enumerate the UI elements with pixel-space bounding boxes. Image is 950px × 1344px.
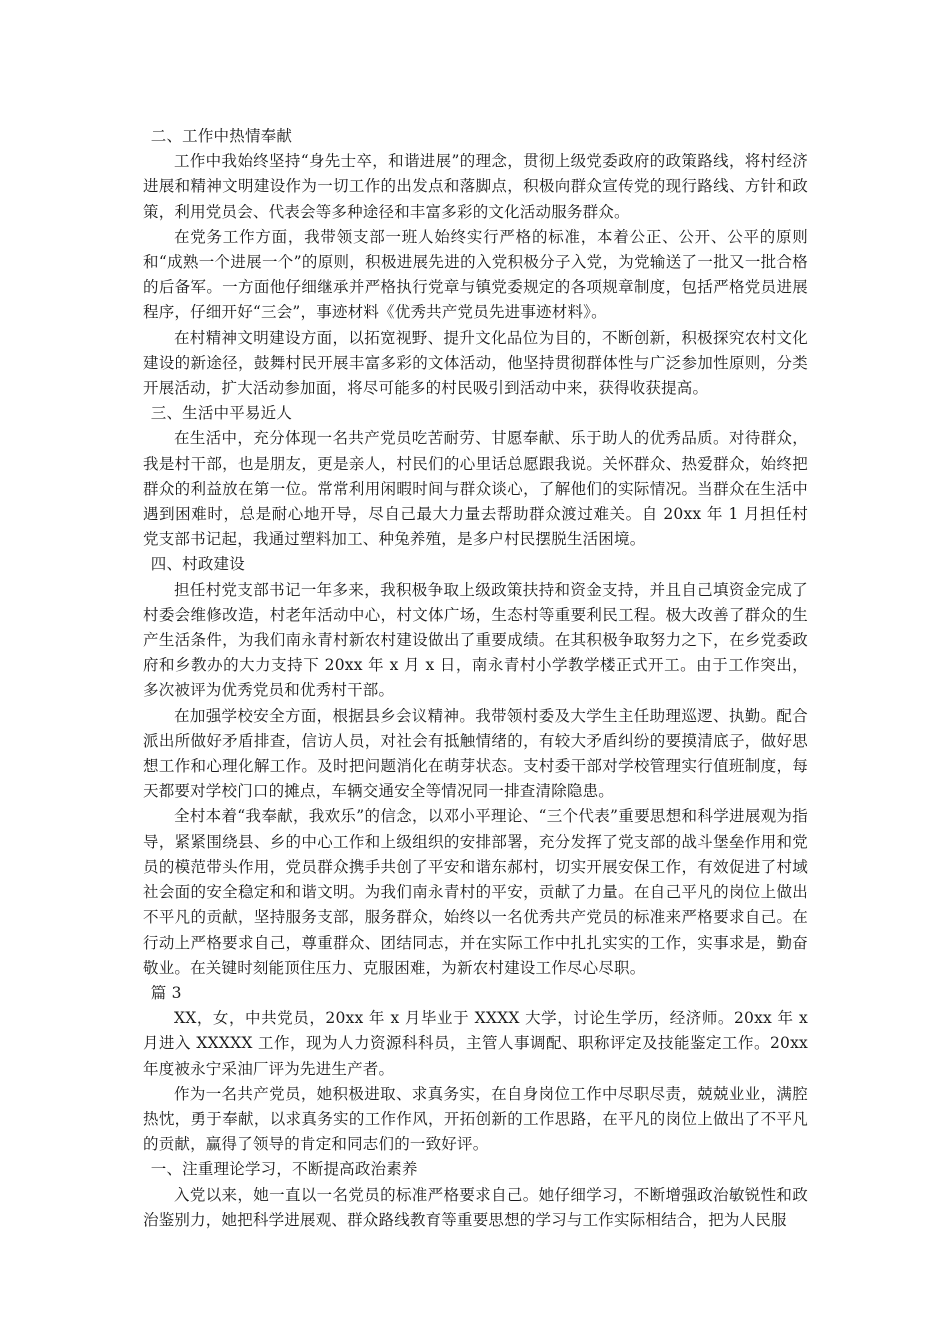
section-heading-2: 二、工作中热情奉献 — [150, 127, 293, 145]
paragraph: 在党务工作方面，我带领支部一班人始终实行严格的标准，本着公正、公开、公平的原则和“成熟一个进展一个”的原则，积极进展先进的入党积极分子入党，为党输送了一批又一批合格的后备军。一方面他仔细继承并严格执行党章与镇党委规定的各项规章制度，包括严格党员进展程序，仔细开好“三会”，事迹材料《优秀共产党员先进事迹材料》。 — [143, 227, 808, 322]
article-heading-part-3: 篇 3 — [150, 983, 182, 1002]
paragraph: 在加强学校安全方面，根据县乡会议精神。我带领村委及大学生主任助理巡逻、执勤。配合派出所做好矛盾排查，信访人员，对社会有抵触情绪的，有较大矛盾纠纷的要摸清底子，做好思想工作和心理化解工作。及时把问题消化在萌芽状态。支村委干部对学校管理实行值班制度，每天都要对学校门口的摊点，车辆交通安全等情况同一排查清除隐患。 — [143, 706, 808, 801]
paragraph: 作为一名共产党员，她积极进取、求真务实，在自身岗位工作中尽职尽责，兢兢业业，满腔热忱，勇于奉献，以求真务实的工作作风，开拓创新的工作思路，在平凡的岗位上做出了不平凡的贡献，赢得了领导的肯定和同志们的一致好评。 — [143, 1084, 808, 1154]
paragraph: 担任村党支部书记一年多来，我积极争取上级政策扶持和资金支持，并且自己填资金完成了村委会维修改造，村老年活动中心，村文体广场，生态村等重要利民工程。极大改善了群众的生产生活条件，为我们南永青村新农村建设做出了重要成绩。在其积极争取努力之下，在乡党委政府和乡教办的大力支持下 20xx 年 x 月 x 日，南永青村小学教学楼正式开工。由于工作突出，多次被评为优秀党员和优秀村干部。 — [143, 580, 808, 700]
document-body — [143, 124, 808, 1233]
paragraph: 全村本着“我奉献，我欢乐”的信念，以邓小平理论、“三个代表”重要思想和科学进展观为指导，紧紧围绕县、乡的中心工作和上级组织的安排部署，充分发挥了党支部的战斗堡垒作用和党员的模范带头作用，党员群众携手共创了平安和谐东郝村，切实开展安保工作，有效促进了村域社会面的安全稳定和和谐文明。为我们南永青村的平安，贡献了力量。在自己平凡的岗位上做出不平凡的贡献，坚持服务支部，服务群众，始终以一名优秀共产党员的标准来严格要求自己。在行动上严格要求自己，尊重群众、团结同志，并在实际工作中扎扎实实的工作，实事求是，勤奋敬业。在关键时刻能顶住压力、克服困难，为新农村建设工作尽心尽职。 — [143, 807, 808, 977]
paragraph: 工作中我始终坚持“身先士卒，和谐进展”的理念，贯彻上级党委政府的政策路线，将村经济进展和精神文明建设作为一切工作的出发点和落脚点，积极向群众宣传党的现行路线、方针和政策，利用党员会、代表会等多种途径和丰富多彩的文化活动服务群众。 — [143, 152, 808, 221]
section-heading-4: 四、村政建设 — [150, 555, 245, 574]
paragraph: XX，女，中共党员，20xx 年 x 月毕业于 XXXX 大学，讨论生学历，经济师。20xx 年 x 月进入 XXXXX 工作，现为人力资源科科员，主管人事调配、职称评定及技能鉴定工作。20xx 年度被永宁采油厂评为先进生产者。 — [143, 1009, 808, 1078]
section-heading-3: 三、生活中平易近人 — [150, 404, 293, 423]
paragraph: 在村精神文明建设方面，以拓宽视野、提升文化品位为目的，不断创新，积极探究农村文化建设的新途径，鼓舞村民开展丰富多彩的文体活动，他坚持贯彻群体性与广泛参加性原则，分类开展活动，扩大活动参加面，将尽可能多的村民吸引到活动中来，获得收获提高。 — [143, 328, 808, 398]
paragraph: 入党以来，她一直以一名党员的标准严格要求自己。她仔细学习，不断增强政治敏锐性和政治鉴别力，她把科学进展观、群众路线教育等重要思想的学习与工作实际相结合，把为人民服 — [143, 1185, 808, 1229]
section-heading-1: 一、注重理论学习，不断提高政治素养 — [150, 1160, 418, 1179]
paragraph: 在生活中，充分体现一名共产党员吃苦耐劳、甘愿奉献、乐于助人的优秀品质。对待群众，我是村干部，也是朋友，更是亲人，村民们的心里话总愿跟我说。关怀群众、热爱群众，始终把群众的利益放在第一位。常常利用闲暇时间与群众谈心，了解他们的实际情况。当群众在生活中遇到困难时，总是耐心地开导，尽自己最大力量去帮助群众渡过难关。自 20xx 年 1 月担任村党支部书记起，我通过塑料加工、种兔养殖，是多户村民摆脱生活困境。 — [143, 429, 808, 549]
